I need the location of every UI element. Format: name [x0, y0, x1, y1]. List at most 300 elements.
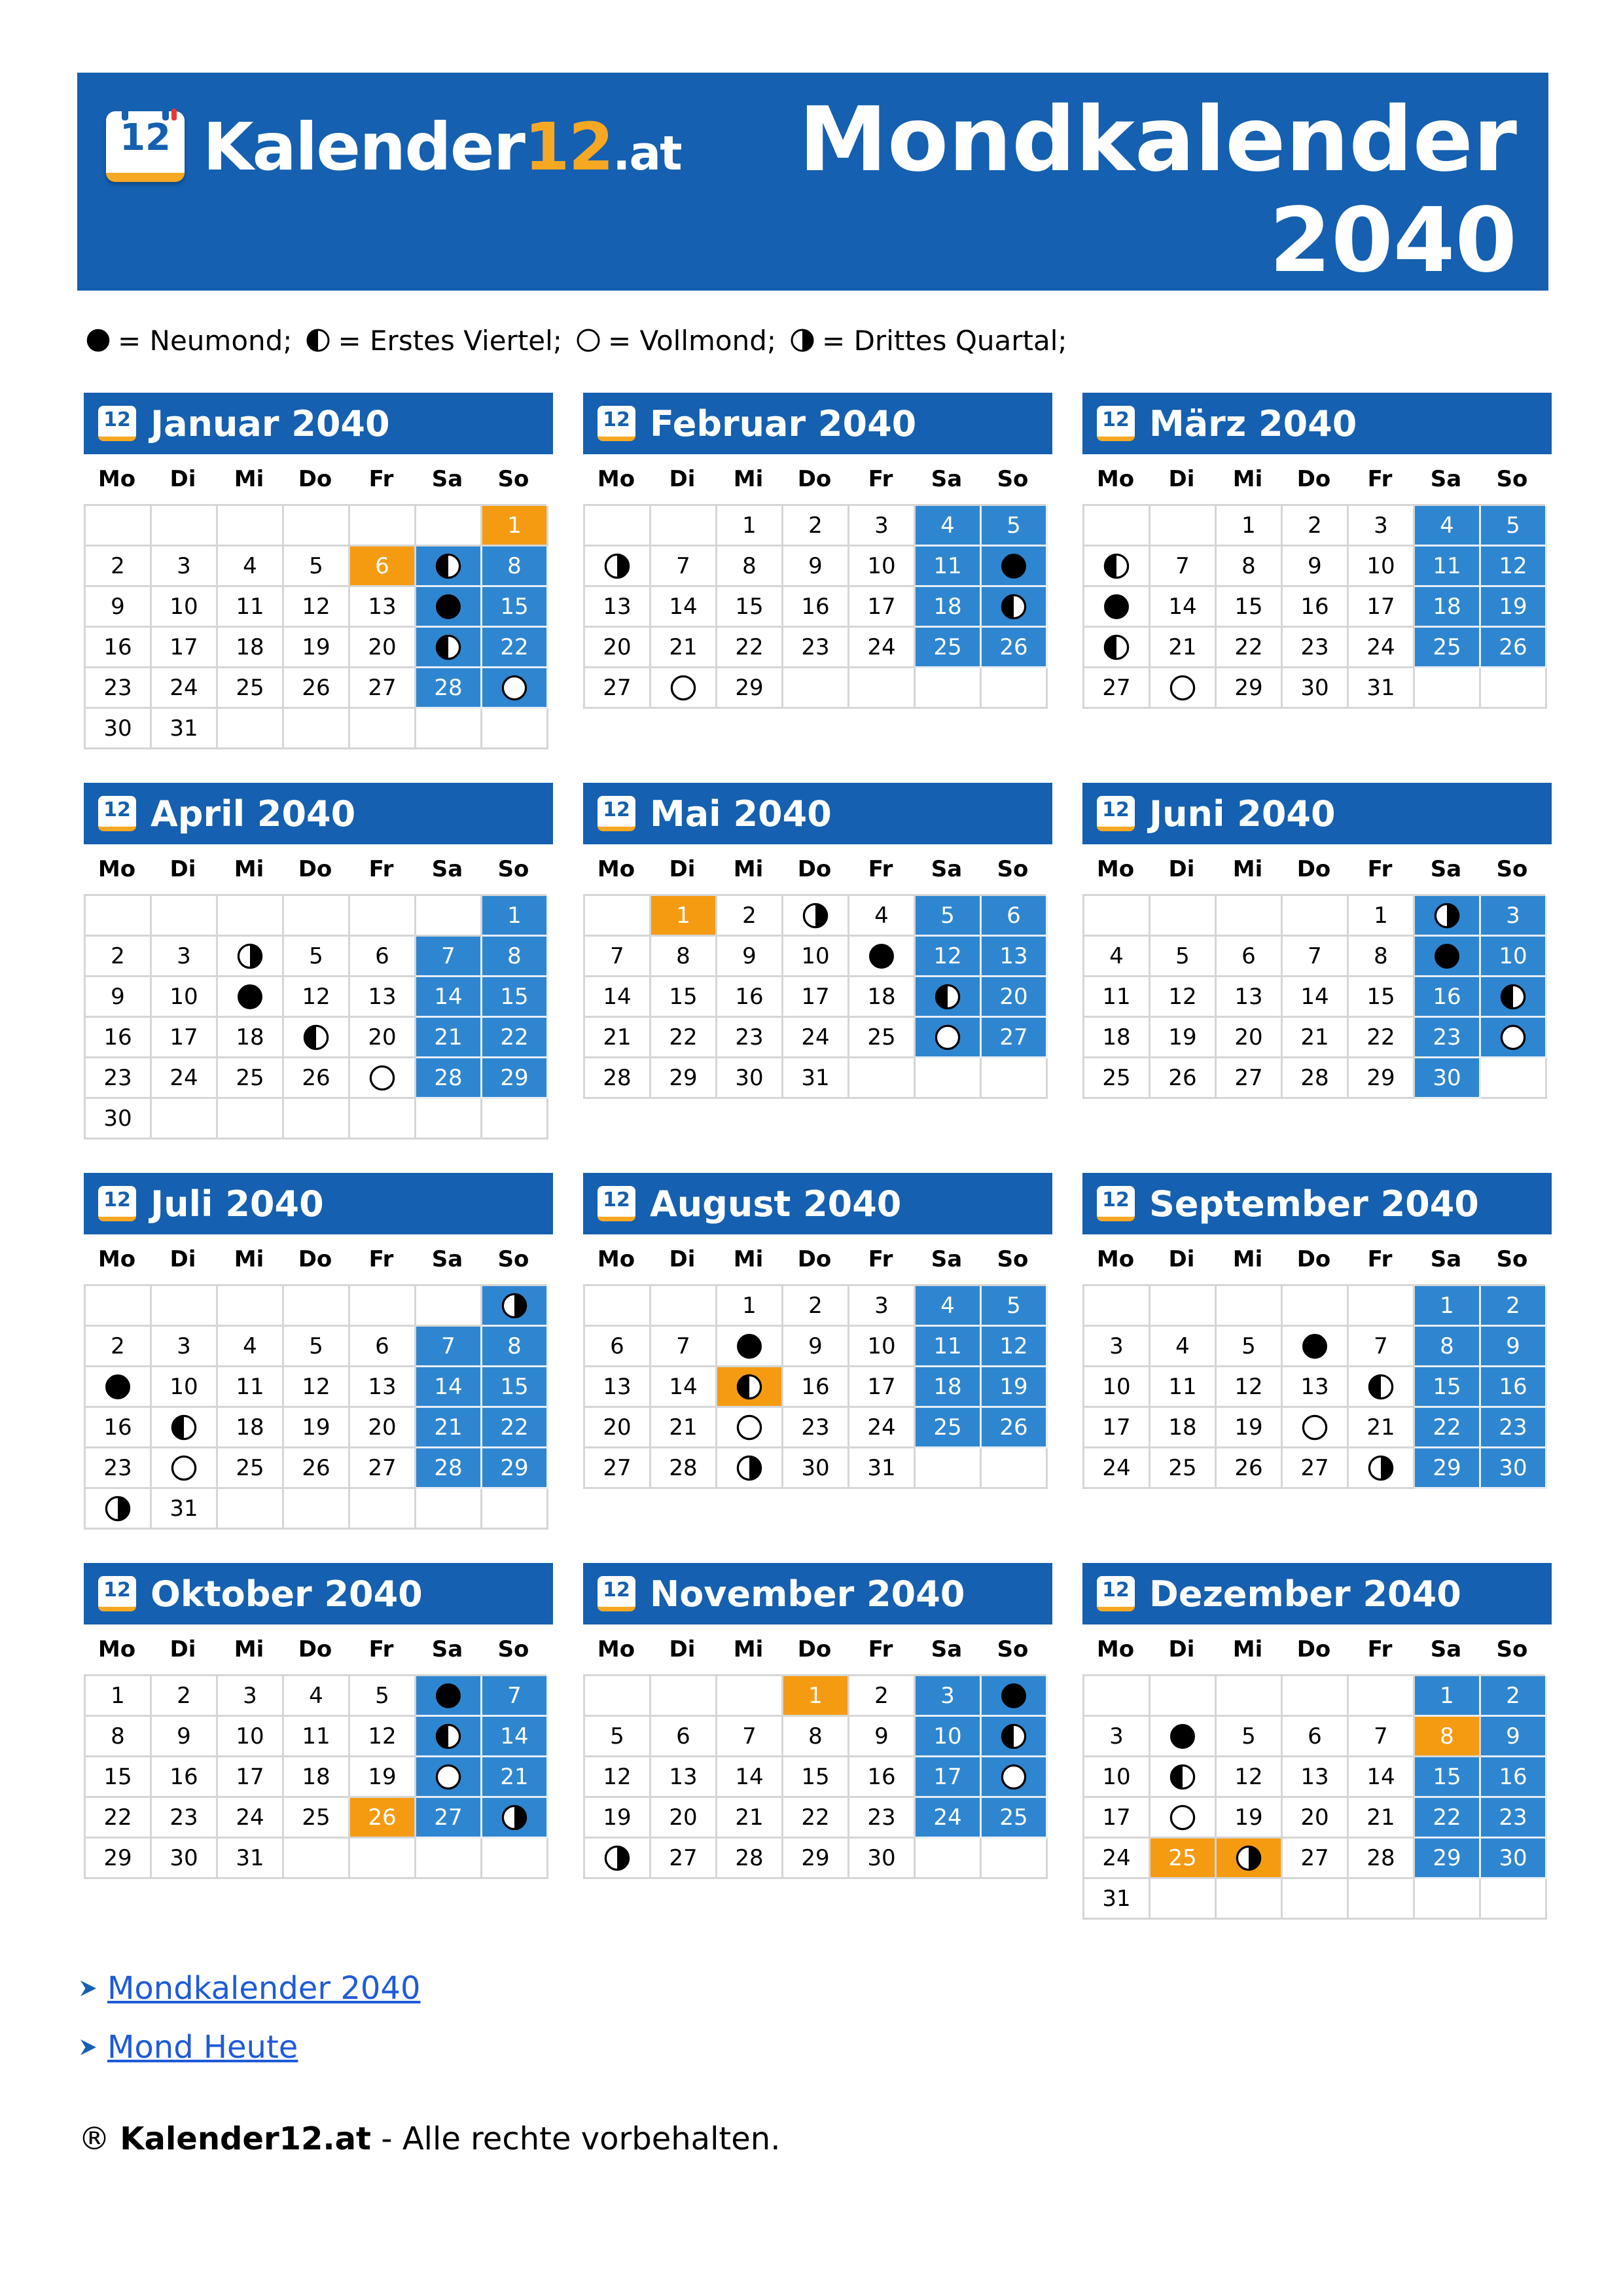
day-cell[interactable]: 7: [482, 1676, 548, 1717]
day-cell[interactable]: 5: [1150, 937, 1217, 977]
day-cell[interactable]: 26: [1217, 1448, 1283, 1489]
day-cell[interactable]: 13: [651, 1757, 717, 1798]
day-cell[interactable]: 11: [218, 587, 284, 628]
day-cell[interactable]: 26: [350, 1798, 416, 1839]
day-cell[interactable]: 3: [849, 506, 916, 547]
day-cell[interactable]: 25: [916, 628, 982, 668]
day-cell[interactable]: 27: [416, 1798, 482, 1839]
day-cell[interactable]: 1: [86, 1676, 152, 1717]
day-cell[interactable]: 30: [1481, 1448, 1547, 1489]
day-cell[interactable]: 8: [482, 937, 548, 977]
day-cell[interactable]: 11: [916, 547, 982, 587]
day-cell[interactable]: 27: [1217, 1058, 1283, 1099]
day-cell[interactable]: 19: [1150, 1018, 1217, 1058]
day-cell[interactable]: 26: [284, 1058, 350, 1099]
day-cell[interactable]: 18: [916, 1367, 982, 1408]
day-cell[interactable]: 28: [585, 1058, 651, 1099]
day-cell[interactable]: 2: [717, 896, 783, 937]
day-cell[interactable]: 12: [916, 937, 982, 977]
day-cell[interactable]: 28: [416, 1448, 482, 1489]
day-cell[interactable]: 24: [916, 1798, 982, 1839]
day-cell[interactable]: 14: [1150, 587, 1217, 628]
day-cell[interactable]: 17: [849, 587, 916, 628]
day-cell[interactable]: 5: [982, 506, 1048, 547]
day-cell[interactable]: 20: [585, 628, 651, 668]
day-cell[interactable]: 10: [849, 547, 916, 587]
day-cell[interactable]: 15: [86, 1757, 152, 1798]
day-cell[interactable]: 12: [284, 977, 350, 1018]
day-cell[interactable]: 28: [717, 1839, 783, 1879]
day-cell[interactable]: 14: [651, 587, 717, 628]
day-cell[interactable]: 16: [783, 1367, 849, 1408]
day-cell[interactable]: 25: [218, 668, 284, 709]
day-cell[interactable]: 27: [1084, 668, 1150, 709]
day-cell[interactable]: 26: [284, 668, 350, 709]
day-cell-moon-third[interactable]: [482, 1798, 548, 1839]
day-cell[interactable]: 6: [585, 1327, 651, 1367]
link-mond-heute-label[interactable]: Mond Heute: [107, 2029, 298, 2066]
day-cell[interactable]: 1: [1217, 506, 1283, 547]
day-cell[interactable]: 30: [1415, 1058, 1481, 1099]
day-cell[interactable]: 16: [1283, 587, 1349, 628]
day-cell-moon-third[interactable]: [783, 896, 849, 937]
day-cell-moon-new[interactable]: [982, 547, 1048, 587]
day-cell[interactable]: 28: [1349, 1839, 1415, 1879]
day-cell-moon-third[interactable]: [1217, 1839, 1283, 1879]
day-cell[interactable]: 21: [482, 1757, 548, 1798]
day-cell[interactable]: 1: [1349, 896, 1415, 937]
day-cell-moon-first[interactable]: [1349, 1367, 1415, 1408]
day-cell[interactable]: 5: [284, 1327, 350, 1367]
day-cell[interactable]: 23: [86, 668, 152, 709]
day-cell[interactable]: 13: [1283, 1367, 1349, 1408]
day-cell-moon-first[interactable]: [416, 1717, 482, 1757]
day-cell[interactable]: 2: [86, 547, 152, 587]
day-cell[interactable]: 29: [717, 668, 783, 709]
day-cell[interactable]: 21: [651, 1408, 717, 1448]
day-cell[interactable]: 23: [849, 1798, 916, 1839]
day-cell[interactable]: 15: [1349, 977, 1415, 1018]
day-cell[interactable]: 3: [1349, 506, 1415, 547]
day-cell[interactable]: 11: [916, 1327, 982, 1367]
day-cell[interactable]: 8: [1349, 937, 1415, 977]
day-cell[interactable]: 2: [1283, 506, 1349, 547]
day-cell-moon-full[interactable]: [416, 1757, 482, 1798]
day-cell[interactable]: 14: [1283, 977, 1349, 1018]
day-cell[interactable]: 19: [284, 628, 350, 668]
day-cell[interactable]: 7: [1349, 1327, 1415, 1367]
day-cell[interactable]: 19: [1217, 1798, 1283, 1839]
day-cell[interactable]: 4: [284, 1676, 350, 1717]
day-cell[interactable]: 21: [717, 1798, 783, 1839]
day-cell[interactable]: 30: [152, 1839, 218, 1879]
day-cell-moon-third[interactable]: [1349, 1448, 1415, 1489]
day-cell[interactable]: 4: [1150, 1327, 1217, 1367]
day-cell[interactable]: 1: [1415, 1286, 1481, 1327]
day-cell-moon-full[interactable]: [1150, 668, 1217, 709]
day-cell[interactable]: 23: [1283, 628, 1349, 668]
day-cell[interactable]: 27: [651, 1839, 717, 1879]
day-cell[interactable]: 1: [717, 506, 783, 547]
day-cell[interactable]: 11: [218, 1367, 284, 1408]
day-cell[interactable]: 15: [482, 587, 548, 628]
day-cell[interactable]: 10: [152, 1367, 218, 1408]
day-cell[interactable]: 3: [1481, 896, 1547, 937]
day-cell[interactable]: 17: [1349, 587, 1415, 628]
day-cell[interactable]: 22: [1415, 1798, 1481, 1839]
day-cell[interactable]: 3: [916, 1676, 982, 1717]
day-cell[interactable]: 29: [1415, 1839, 1481, 1879]
day-cell[interactable]: 23: [1481, 1408, 1547, 1448]
day-cell[interactable]: 10: [152, 977, 218, 1018]
day-cell[interactable]: 15: [482, 977, 548, 1018]
day-cell[interactable]: 23: [783, 628, 849, 668]
day-cell[interactable]: 29: [1349, 1058, 1415, 1099]
day-cell[interactable]: 9: [1481, 1327, 1547, 1367]
day-cell[interactable]: 30: [86, 709, 152, 749]
day-cell[interactable]: 10: [152, 587, 218, 628]
day-cell[interactable]: 8: [482, 1327, 548, 1367]
day-cell[interactable]: 16: [783, 587, 849, 628]
day-cell[interactable]: 11: [1415, 547, 1481, 587]
day-cell-moon-new[interactable]: [416, 1676, 482, 1717]
day-cell[interactable]: 21: [585, 1018, 651, 1058]
day-cell[interactable]: 5: [1217, 1717, 1283, 1757]
day-cell[interactable]: 5: [982, 1286, 1048, 1327]
day-cell[interactable]: 25: [218, 1058, 284, 1099]
day-cell[interactable]: 31: [1349, 668, 1415, 709]
day-cell[interactable]: 9: [86, 587, 152, 628]
day-cell[interactable]: 14: [585, 977, 651, 1018]
day-cell[interactable]: 16: [86, 1018, 152, 1058]
day-cell[interactable]: 30: [783, 1448, 849, 1489]
day-cell[interactable]: 14: [416, 1367, 482, 1408]
day-cell[interactable]: 3: [1084, 1717, 1150, 1757]
day-cell-moon-full[interactable]: [717, 1408, 783, 1448]
day-cell[interactable]: 31: [1084, 1879, 1150, 1920]
day-cell[interactable]: 4: [218, 1327, 284, 1367]
day-cell[interactable]: 15: [1217, 587, 1283, 628]
day-cell[interactable]: 22: [1217, 628, 1283, 668]
day-cell[interactable]: 24: [152, 668, 218, 709]
day-cell[interactable]: 9: [1283, 547, 1349, 587]
day-cell[interactable]: 8: [86, 1717, 152, 1757]
day-cell[interactable]: 19: [284, 1408, 350, 1448]
day-cell[interactable]: 28: [651, 1448, 717, 1489]
day-cell[interactable]: 27: [982, 1018, 1048, 1058]
day-cell-moon-third[interactable]: [717, 1448, 783, 1489]
day-cell[interactable]: 24: [1084, 1839, 1150, 1879]
day-cell[interactable]: 29: [482, 1058, 548, 1099]
day-cell[interactable]: 10: [849, 1327, 916, 1367]
day-cell[interactable]: 1: [482, 506, 548, 547]
day-cell-moon-full[interactable]: [350, 1058, 416, 1099]
day-cell[interactable]: 7: [1349, 1717, 1415, 1757]
day-cell[interactable]: 3: [849, 1286, 916, 1327]
day-cell[interactable]: 28: [1283, 1058, 1349, 1099]
day-cell[interactable]: 7: [717, 1717, 783, 1757]
day-cell[interactable]: 10: [1084, 1367, 1150, 1408]
day-cell[interactable]: 8: [783, 1717, 849, 1757]
day-cell[interactable]: 8: [651, 937, 717, 977]
day-cell-moon-first[interactable]: [416, 628, 482, 668]
day-cell[interactable]: 10: [1481, 937, 1547, 977]
day-cell[interactable]: 19: [585, 1798, 651, 1839]
day-cell[interactable]: 19: [1481, 587, 1547, 628]
day-cell[interactable]: 19: [350, 1757, 416, 1798]
day-cell[interactable]: 18: [1415, 587, 1481, 628]
day-cell[interactable]: 18: [218, 1018, 284, 1058]
day-cell[interactable]: 25: [849, 1018, 916, 1058]
day-cell-moon-full[interactable]: [982, 1757, 1048, 1798]
day-cell-moon-third[interactable]: [86, 1489, 152, 1530]
day-cell[interactable]: 8: [1415, 1717, 1481, 1757]
day-cell[interactable]: 9: [849, 1717, 916, 1757]
day-cell[interactable]: 2: [1481, 1286, 1547, 1327]
day-cell-moon-third[interactable]: [1415, 896, 1481, 937]
day-cell[interactable]: 24: [849, 628, 916, 668]
day-cell[interactable]: 22: [1415, 1408, 1481, 1448]
day-cell[interactable]: 25: [982, 1798, 1048, 1839]
day-cell[interactable]: 23: [86, 1058, 152, 1099]
day-cell[interactable]: 21: [416, 1408, 482, 1448]
day-cell[interactable]: 6: [651, 1717, 717, 1757]
day-cell[interactable]: 11: [1150, 1367, 1217, 1408]
day-cell[interactable]: 23: [717, 1018, 783, 1058]
day-cell[interactable]: 17: [1084, 1798, 1150, 1839]
day-cell[interactable]: 8: [717, 547, 783, 587]
day-cell-moon-full[interactable]: [152, 1448, 218, 1489]
day-cell[interactable]: 2: [783, 1286, 849, 1327]
day-cell[interactable]: 27: [350, 1448, 416, 1489]
day-cell[interactable]: 20: [350, 1408, 416, 1448]
day-cell[interactable]: 7: [416, 1327, 482, 1367]
day-cell[interactable]: 21: [651, 628, 717, 668]
day-cell[interactable]: 24: [849, 1408, 916, 1448]
day-cell[interactable]: 9: [783, 547, 849, 587]
day-cell[interactable]: 11: [1084, 977, 1150, 1018]
day-cell[interactable]: 17: [783, 977, 849, 1018]
day-cell[interactable]: 23: [152, 1798, 218, 1839]
day-cell-moon-first[interactable]: [717, 1367, 783, 1408]
day-cell[interactable]: 27: [585, 1448, 651, 1489]
day-cell[interactable]: 22: [783, 1798, 849, 1839]
day-cell[interactable]: 1: [1415, 1676, 1481, 1717]
day-cell[interactable]: 29: [783, 1839, 849, 1879]
day-cell[interactable]: 21: [1349, 1408, 1415, 1448]
day-cell[interactable]: 20: [1217, 1018, 1283, 1058]
day-cell[interactable]: 31: [152, 709, 218, 749]
day-cell-moon-first[interactable]: [916, 977, 982, 1018]
day-cell[interactable]: 5: [1217, 1327, 1283, 1367]
day-cell[interactable]: 7: [1283, 937, 1349, 977]
day-cell[interactable]: 9: [1481, 1717, 1547, 1757]
day-cell[interactable]: 27: [350, 668, 416, 709]
day-cell[interactable]: 15: [482, 1367, 548, 1408]
day-cell-moon-third[interactable]: [218, 937, 284, 977]
day-cell[interactable]: 21: [1150, 628, 1217, 668]
day-cell[interactable]: 20: [350, 628, 416, 668]
day-cell-moon-full[interactable]: [651, 668, 717, 709]
day-cell[interactable]: 16: [152, 1757, 218, 1798]
day-cell[interactable]: 25: [1415, 628, 1481, 668]
day-cell[interactable]: 16: [86, 628, 152, 668]
day-cell[interactable]: 20: [982, 977, 1048, 1018]
day-cell[interactable]: 17: [152, 628, 218, 668]
day-cell[interactable]: 3: [152, 1327, 218, 1367]
day-cell[interactable]: 9: [86, 977, 152, 1018]
day-cell-moon-new[interactable]: [1283, 1327, 1349, 1367]
day-cell-moon-new[interactable]: [1415, 937, 1481, 977]
day-cell-moon-first[interactable]: [1084, 628, 1150, 668]
day-cell-moon-first[interactable]: [1481, 977, 1547, 1018]
day-cell[interactable]: 13: [350, 1367, 416, 1408]
day-cell[interactable]: 16: [1481, 1367, 1547, 1408]
day-cell[interactable]: 12: [350, 1717, 416, 1757]
day-cell[interactable]: 2: [1481, 1676, 1547, 1717]
day-cell[interactable]: 12: [284, 587, 350, 628]
day-cell[interactable]: 12: [982, 1327, 1048, 1367]
day-cell[interactable]: 13: [982, 937, 1048, 977]
day-cell[interactable]: 1: [651, 896, 717, 937]
day-cell[interactable]: 13: [350, 977, 416, 1018]
day-cell[interactable]: 16: [849, 1757, 916, 1798]
day-cell[interactable]: 12: [1217, 1757, 1283, 1798]
day-cell[interactable]: 9: [152, 1717, 218, 1757]
day-cell[interactable]: 30: [1283, 668, 1349, 709]
day-cell[interactable]: 20: [1283, 1798, 1349, 1839]
day-cell[interactable]: 20: [350, 1018, 416, 1058]
day-cell[interactable]: 12: [585, 1757, 651, 1798]
day-cell[interactable]: 8: [1415, 1327, 1481, 1367]
day-cell[interactable]: 24: [1349, 628, 1415, 668]
day-cell[interactable]: 9: [783, 1327, 849, 1367]
day-cell[interactable]: 10: [916, 1717, 982, 1757]
day-cell[interactable]: 5: [284, 547, 350, 587]
day-cell[interactable]: 7: [585, 937, 651, 977]
day-cell[interactable]: 14: [482, 1717, 548, 1757]
day-cell[interactable]: 3: [152, 547, 218, 587]
day-cell[interactable]: 5: [1481, 506, 1547, 547]
day-cell[interactable]: 29: [1415, 1448, 1481, 1489]
day-cell[interactable]: 4: [218, 547, 284, 587]
day-cell[interactable]: 24: [783, 1018, 849, 1058]
day-cell-moon-first[interactable]: [1084, 547, 1150, 587]
day-cell[interactable]: 22: [1349, 1018, 1415, 1058]
day-cell-moon-full[interactable]: [1481, 1018, 1547, 1058]
day-cell[interactable]: 30: [717, 1058, 783, 1099]
day-cell[interactable]: 2: [86, 937, 152, 977]
day-cell[interactable]: 31: [218, 1839, 284, 1879]
day-cell-moon-new[interactable]: [416, 587, 482, 628]
day-cell[interactable]: 25: [218, 1448, 284, 1489]
day-cell[interactable]: 5: [585, 1717, 651, 1757]
day-cell-moon-first[interactable]: [1150, 1757, 1217, 1798]
day-cell-moon-first[interactable]: [284, 1018, 350, 1058]
day-cell[interactable]: 31: [152, 1489, 218, 1530]
day-cell[interactable]: 10: [1084, 1757, 1150, 1798]
day-cell[interactable]: 25: [916, 1408, 982, 1448]
day-cell[interactable]: 27: [585, 668, 651, 709]
day-cell[interactable]: 7: [1150, 547, 1217, 587]
day-cell[interactable]: 20: [651, 1798, 717, 1839]
day-cell[interactable]: 16: [1415, 977, 1481, 1018]
day-cell-moon-new[interactable]: [1084, 587, 1150, 628]
day-cell[interactable]: 13: [1217, 977, 1283, 1018]
day-cell[interactable]: 31: [783, 1058, 849, 1099]
day-cell[interactable]: 24: [152, 1058, 218, 1099]
day-cell[interactable]: 3: [218, 1676, 284, 1717]
day-cell[interactable]: 10: [1349, 547, 1415, 587]
day-cell[interactable]: 1: [717, 1286, 783, 1327]
day-cell[interactable]: 17: [152, 1018, 218, 1058]
day-cell[interactable]: 30: [849, 1839, 916, 1879]
link-mond-heute[interactable]: [79, 2029, 298, 2066]
day-cell-moon-new[interactable]: [982, 1676, 1048, 1717]
day-cell[interactable]: 13: [585, 1367, 651, 1408]
day-cell[interactable]: 24: [1084, 1448, 1150, 1489]
day-cell[interactable]: 27: [1283, 1839, 1349, 1879]
day-cell[interactable]: 21: [1283, 1018, 1349, 1058]
day-cell[interactable]: 23: [783, 1408, 849, 1448]
link-mondkalender-label[interactable]: Mondkalender 2040: [107, 1970, 421, 2007]
day-cell[interactable]: 15: [651, 977, 717, 1018]
day-cell[interactable]: 28: [416, 668, 482, 709]
day-cell[interactable]: 17: [1084, 1408, 1150, 1448]
day-cell-moon-new[interactable]: [717, 1327, 783, 1367]
day-cell-moon-new[interactable]: [1150, 1717, 1217, 1757]
day-cell[interactable]: 28: [416, 1058, 482, 1099]
day-cell[interactable]: 19: [1217, 1408, 1283, 1448]
day-cell[interactable]: 7: [651, 1327, 717, 1367]
day-cell[interactable]: 15: [717, 587, 783, 628]
day-cell[interactable]: 12: [284, 1367, 350, 1408]
day-cell[interactable]: 2: [86, 1327, 152, 1367]
day-cell-moon-first[interactable]: [982, 587, 1048, 628]
day-cell[interactable]: 7: [416, 937, 482, 977]
day-cell[interactable]: 18: [849, 977, 916, 1018]
day-cell[interactable]: 14: [651, 1367, 717, 1408]
day-cell[interactable]: 2: [849, 1676, 916, 1717]
day-cell[interactable]: 14: [1349, 1757, 1415, 1798]
day-cell[interactable]: 18: [1084, 1018, 1150, 1058]
day-cell[interactable]: 13: [585, 587, 651, 628]
day-cell-moon-full[interactable]: [1150, 1798, 1217, 1839]
day-cell[interactable]: 21: [1349, 1798, 1415, 1839]
brand-logo[interactable]: [106, 107, 681, 186]
day-cell[interactable]: 17: [916, 1757, 982, 1798]
day-cell[interactable]: 15: [783, 1757, 849, 1798]
day-cell[interactable]: 5: [284, 937, 350, 977]
day-cell[interactable]: 6: [350, 937, 416, 977]
day-cell[interactable]: 22: [86, 1798, 152, 1839]
day-cell[interactable]: 17: [218, 1757, 284, 1798]
day-cell[interactable]: 18: [1150, 1408, 1217, 1448]
day-cell[interactable]: 4: [1415, 506, 1481, 547]
day-cell[interactable]: 22: [651, 1018, 717, 1058]
day-cell[interactable]: 18: [916, 587, 982, 628]
day-cell[interactable]: 30: [86, 1099, 152, 1139]
day-cell-moon-new[interactable]: [218, 977, 284, 1018]
day-cell[interactable]: 6: [350, 547, 416, 587]
day-cell[interactable]: 23: [1481, 1798, 1547, 1839]
day-cell[interactable]: 1: [482, 896, 548, 937]
day-cell[interactable]: 7: [651, 547, 717, 587]
day-cell-moon-new[interactable]: [86, 1367, 152, 1408]
day-cell[interactable]: 26: [1481, 628, 1547, 668]
day-cell[interactable]: 26: [982, 1408, 1048, 1448]
day-cell[interactable]: 23: [86, 1448, 152, 1489]
